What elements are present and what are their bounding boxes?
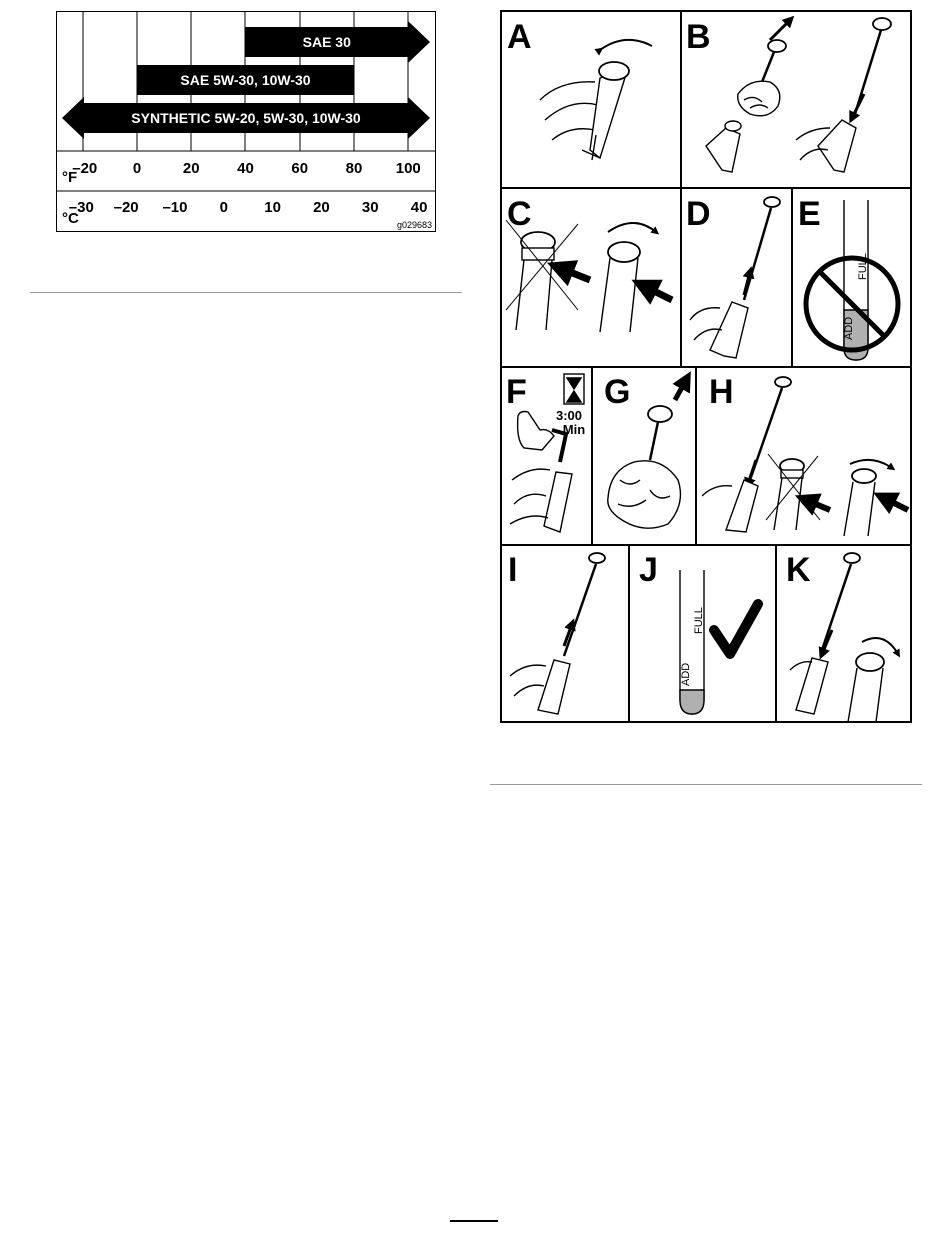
celsius-tick-label: 20	[313, 199, 330, 216]
celsius-tick-label: –10	[162, 199, 188, 216]
fahrenheit-unit-label: °F	[62, 169, 78, 186]
celsius-tick-label: 40	[410, 199, 428, 216]
page-number-bar	[450, 1220, 498, 1222]
celsius-tick-label: 10	[264, 199, 281, 216]
celsius-unit-label: °C	[62, 210, 79, 227]
panel-label-k: K	[786, 551, 811, 589]
oil-range-label: SYNTHETIC 5W-20, 5W-30, 10W-30	[131, 110, 361, 126]
figure-id: g029683	[396, 220, 432, 230]
panel-label-j: J	[639, 551, 658, 589]
fahrenheit-tick-label: 40	[237, 160, 254, 177]
section-divider-right	[490, 784, 922, 785]
section-divider	[30, 292, 462, 293]
fahrenheit-tick-label: 20	[182, 160, 200, 177]
unscrew-cap-illustration	[540, 40, 652, 160]
check-mark-icon	[714, 604, 758, 654]
fahrenheit-tick-label: 100	[395, 160, 421, 177]
oil-check-procedure	[500, 10, 912, 723]
panel-label-f: F	[506, 373, 527, 411]
oil-range-label: SAE 5W-30, 10W-30	[180, 72, 311, 88]
fahrenheit-tick-label: 0	[132, 160, 142, 177]
panel-label-c: C	[507, 195, 532, 233]
dipstick-add-label-correct: ADD	[680, 662, 692, 686]
oil-range-label: SAE 30	[302, 34, 351, 50]
fahrenheit-tick-label: –20	[72, 160, 98, 177]
timer-time: 3:00	[555, 408, 583, 423]
dipstick-add-label: ADD	[843, 316, 855, 340]
insert-dipstick-illustration	[506, 220, 672, 332]
panel-label-e: E	[798, 195, 821, 233]
read-dipstick-illustration	[510, 553, 605, 714]
dipstick-full-label: FULL	[857, 253, 869, 280]
celsius-tick-label: 0	[219, 199, 228, 216]
oil-range-bar	[137, 65, 354, 95]
timer-unit: Min	[562, 422, 586, 437]
oil-range-bar	[246, 21, 431, 63]
celsius-tick-label: 30	[361, 199, 379, 216]
celsius-tick-label: –30	[68, 199, 94, 216]
wipe-dipstick-illustration	[706, 18, 891, 172]
celsius-tick-label: –20	[113, 199, 139, 216]
panel-label-a: A	[507, 18, 532, 56]
panel-label-d: D	[686, 195, 711, 233]
panel-label-g: G	[604, 373, 631, 411]
panel-label-i: I	[508, 551, 518, 589]
dipstick-full-label-correct: FULL	[693, 607, 705, 634]
fahrenheit-tick-label: 60	[291, 160, 309, 177]
oil-range-bar	[62, 97, 430, 139]
oil-viscosity-chart	[56, 11, 436, 232]
fahrenheit-tick-label: 80	[345, 160, 363, 177]
correct-reading-illustration	[680, 570, 758, 714]
panel-label-b: B	[686, 18, 711, 56]
panel-label-h: H	[709, 373, 734, 411]
